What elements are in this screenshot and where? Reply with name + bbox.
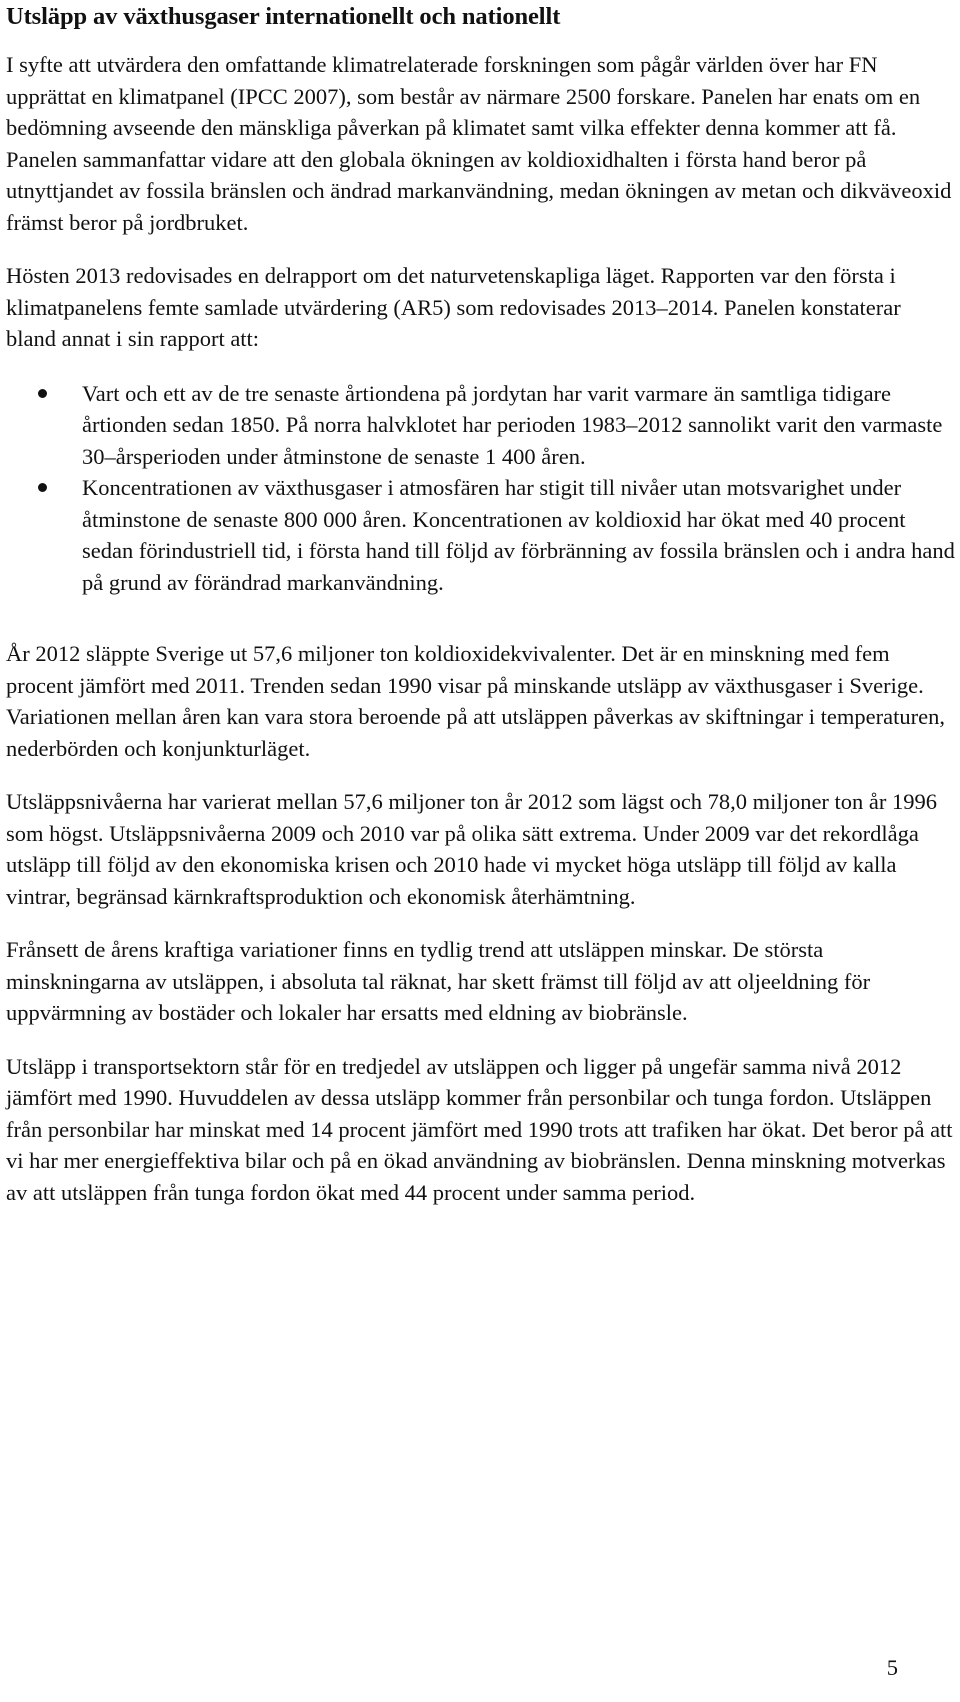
section-heading: Utsläpp av växthusgaser internationellt och nationellt: [6, 3, 561, 30]
list-item-text: Vart och ett av de tre senaste årtiondena på jordytan har varit varmare än samtliga tidigare årtionden sedan 1850. På norra halvklotet har perioden 1983–2012 sannolikt varit den varmaste 30–årsperioden under åtminstone de senaste 1 400 åren.: [82, 380, 943, 469]
findings-list: [6, 378, 956, 599]
body-paragraph: Utsläppsnivåerna har varierat mellan 57,6 miljoner ton år 2012 som lägst och 78,0 miljoner ton år 1996 som högst. Utsläppsnivåerna 2009 och 2010 var på olika sätt extrema. Under 2009 var det rekordlåga utsläpp till följd av den ekonomiska krisen och 2010 hade vi mycket höga utsläpp till följd av kalla vintrar, begränsad kärnkraftsproduktion och ekonomisk återhämtning.: [6, 789, 938, 909]
list-item-text: Koncentrationen av växthusgaser i atmosfären har stigit till nivåer utan motsvarighet under åtminstone de senaste 800 000 åren. Koncentrationen av koldioxid har ökat med 40 procent sedan förindustriell tid, i första hand till följd av förbränning av fossila bränslen och i andra hand på grund av förändrad markanvändning.: [82, 475, 955, 595]
list-item: [6, 472, 956, 598]
list-item: [6, 378, 956, 473]
intro-paragraph: I syfte att utvärdera den omfattande klimatrelaterade forskningen som pågår världen över har FN upprättat en klimatpanel (IPCC 2007), som består av närmare 2500 forskare. Panelen har enats om en bedömning avseende den mänskliga påverkan på klimatet samt vilka effekter denna kommer att få. Panelen sammanfattar vidare att den globala ökningen av koldioxidhalten i första hand beror på utnyttjandet av fossila bränslen och ändrad markanvändning, medan ökningen av metan och dikväveoxid främst beror på jordbruket.: [6, 52, 952, 235]
bullet-icon: [38, 389, 47, 398]
bullet-icon: [38, 483, 47, 492]
body-paragraph: År 2012 släppte Sverige ut 57,6 miljoner ton koldioxidekvivalenter. Det är en minskning med fem procent jämfört med 2011. Trenden sedan 1990 visar på minskande utsläpp av växthusgaser i Sverige. Variationen mellan åren kan vara stora beroende på att utsläppen påverkas av skiftningar i temperaturen, nederbörden och konjunkturläget.: [6, 641, 945, 761]
body-paragraph: Utsläpp i transportsektorn står för en tredjedel av utsläppen och ligger på ungefär samma nivå 2012 jämfört med 1990. Huvuddelen av dessa utsläpp kommer från personbilar och tunga fordon. Utsläppen från personbilar har minskat med 14 procent jämfört med 1990 trots att trafiken har ökat. Det beror på att vi har mer energieffektiva bilar och på en ökad användning av biobränslen. Denna minskning motverkas av att utsläppen från tunga fordon ökat med 44 procent under samma period.: [6, 1053, 953, 1205]
body-paragraph: Frånsett de årens kraftiga variationer finns en tydlig trend att utsläppen minskar. De största minskningarna av utsläppen, i absoluta tal räknat, har skett främst till följd av att oljeeldning för uppvärmning av bostäder och lokaler har ersatts med eldning av biobränsle.: [6, 937, 871, 1025]
document-page: [6, 0, 956, 1208]
ar5-paragraph: Hösten 2013 redovisades en delrapport om det naturvetenskapliga läget. Rapporten var den första i klimatpanelens femte samlade utvärdering (AR5) som redovisades 2013–2014. Panelen konstaterar bland annat i sin rapport att:: [6, 263, 901, 351]
page-number: 5: [886, 1655, 898, 1680]
